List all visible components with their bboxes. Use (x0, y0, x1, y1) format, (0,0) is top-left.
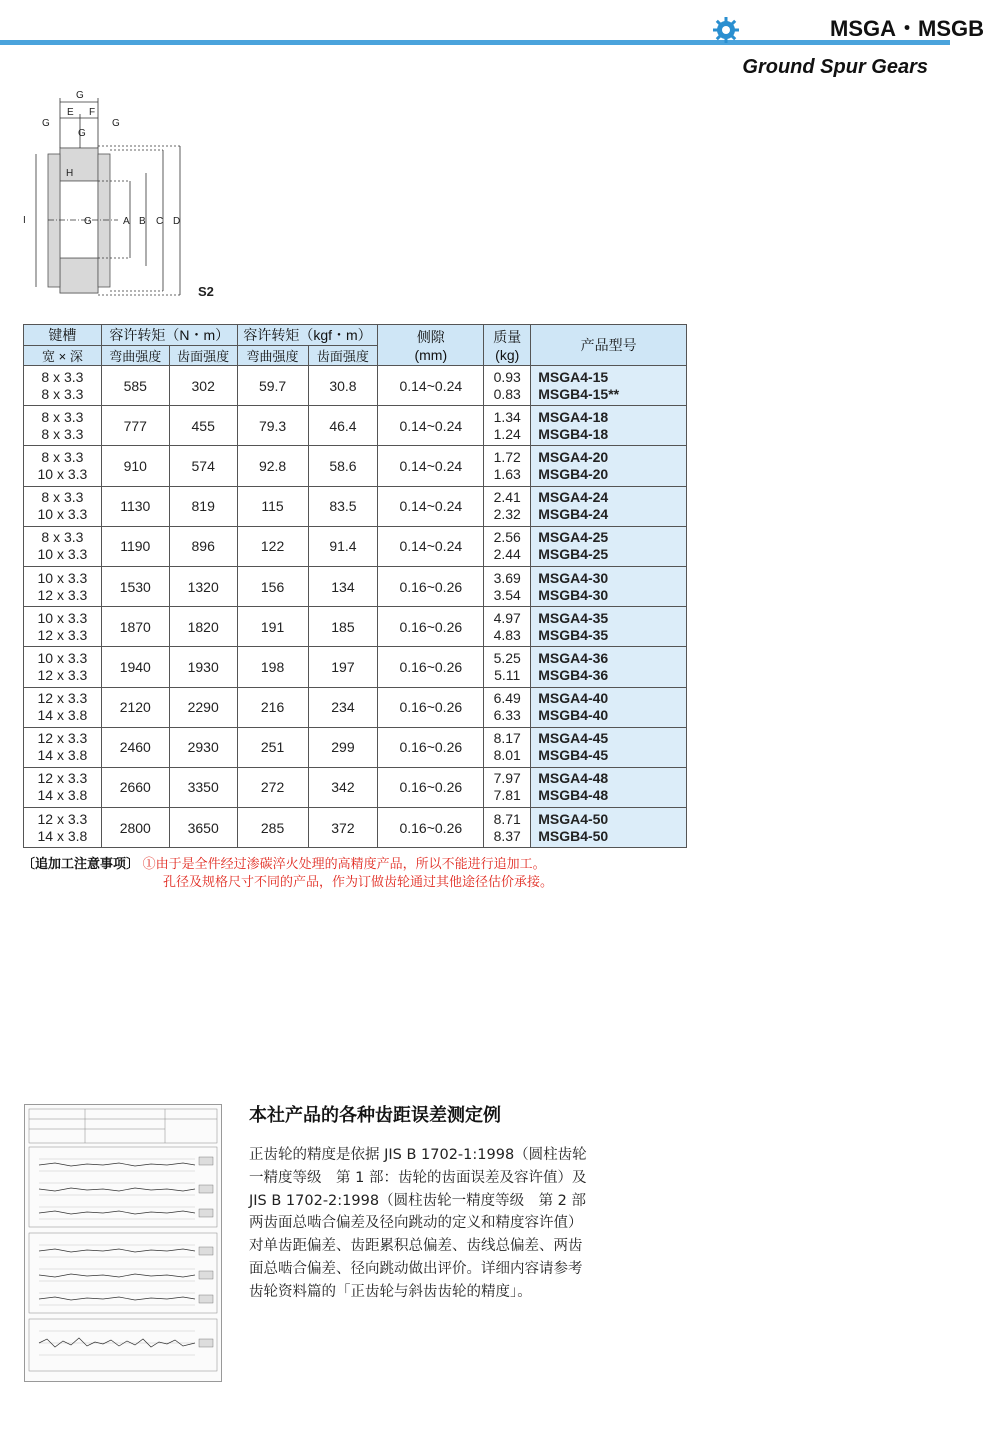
cell-model-b: MSGB4-35 (538, 626, 609, 643)
cell-kgf-surface: 46.4 (308, 406, 378, 446)
cell-nm-surface: 2290 (169, 687, 237, 727)
header-kgf-surface: 齿面强度 (308, 346, 378, 366)
cell-nm-bending: 1530 (101, 566, 169, 606)
header-nm-surface: 齿面强度 (169, 346, 237, 366)
cell-nm-bending: 1940 (101, 647, 169, 687)
cell-model (531, 727, 687, 767)
cell-mass-b: 0.83 (493, 385, 521, 402)
dim-label-g-right: G (112, 118, 120, 129)
header-mass-unit: (kg) (495, 347, 520, 363)
header-backlash-unit: (mm) (414, 347, 448, 363)
cell-nm-surface: 574 (169, 446, 237, 486)
cell-mass-a: 0.93 (493, 368, 521, 385)
cell-mass-a: 4.97 (493, 609, 521, 626)
cell-model-a: MSGA4-18 (538, 408, 609, 425)
cell-mass (484, 607, 531, 647)
cell-model-b: MSGB4-20 (538, 465, 609, 482)
header-torque-nm: 容许转矩（N・m） (101, 325, 237, 346)
header-nm-bending: 弯曲强度 (101, 346, 169, 366)
cell-model (531, 687, 687, 727)
cell-nm-bending: 2120 (101, 687, 169, 727)
cell-nm-bending: 1130 (101, 486, 169, 526)
cell-mass (484, 366, 531, 406)
cell-keyway-a: 8 x 3.3 (41, 368, 84, 385)
cell-kgf-bending: 216 (237, 687, 308, 727)
cell-keyway-b: 10 x 3.3 (37, 546, 88, 563)
section-title: 本社产品的各种齿距误差测定例 (249, 1105, 501, 1125)
header-keyway: 键槽 (24, 325, 102, 346)
cell-model-a: MSGA4-36 (538, 649, 609, 666)
cell-keyway-b: 14 x 3.8 (37, 707, 88, 724)
cell-model-a: MSGA4-15 (538, 368, 609, 385)
cell-keyway-a: 8 x 3.3 (41, 529, 84, 546)
table-row (24, 526, 687, 566)
cell-kgf-bending: 115 (237, 486, 308, 526)
cell-mass-a: 7.97 (493, 770, 521, 787)
cell-kgf-surface: 185 (308, 607, 378, 647)
cell-keyway (24, 647, 102, 687)
header-backlash-label: 侧隙 (416, 329, 445, 345)
cell-nm-bending: 910 (101, 446, 169, 486)
cell-model-b: MSGB4-36 (538, 666, 609, 683)
cell-backlash: 0.16~0.26 (378, 727, 484, 767)
section-line: 对单齿距偏差、齿距累积总偏差、齿线总偏差、两齿 (249, 1238, 583, 1255)
cell-nm-surface: 1320 (169, 566, 237, 606)
cell-keyway-b: 10 x 3.3 (37, 465, 88, 482)
table-row (24, 767, 687, 807)
cell-nm-surface: 302 (169, 366, 237, 406)
cell-mass-a: 1.34 (493, 408, 521, 425)
cell-kgf-bending: 92.8 (237, 446, 308, 486)
cell-keyway-a: 12 x 3.3 (37, 690, 88, 707)
cell-keyway-a: 8 x 3.3 (41, 408, 84, 425)
cell-mass-a: 3.69 (493, 569, 521, 586)
dim-label-g-mid: G (78, 128, 86, 139)
cell-kgf-surface: 342 (308, 767, 378, 807)
cell-kgf-surface: 234 (308, 687, 378, 727)
cell-model-b: MSGB4-45 (538, 747, 609, 764)
cell-mass (484, 808, 531, 848)
cell-mass-b: 4.83 (493, 626, 521, 643)
dim-label-g: G (76, 90, 84, 101)
section-line: 正齿轮的精度是依据 JIS B 1702-1:1998（圆柱齿轮 (249, 1147, 587, 1163)
cell-mass (484, 767, 531, 807)
page-title: MSGA・MSGB (830, 16, 984, 41)
cell-mass (484, 526, 531, 566)
cell-keyway (24, 727, 102, 767)
cell-kgf-surface: 91.4 (308, 526, 378, 566)
cell-model-a: MSGA4-50 (538, 810, 609, 827)
cell-backlash: 0.14~0.24 (378, 486, 484, 526)
machining-note (22, 855, 554, 889)
cell-backlash: 0.14~0.24 (378, 526, 484, 566)
cell-keyway-b: 14 x 3.8 (37, 827, 88, 844)
pitch-error-measurement-chart-image (24, 1104, 222, 1382)
cell-mass-a: 2.56 (493, 529, 521, 546)
cell-kgf-bending: 198 (237, 647, 308, 687)
cell-keyway (24, 446, 102, 486)
cell-model (531, 566, 687, 606)
cell-mass-b: 1.63 (493, 465, 521, 482)
cell-keyway-a: 12 x 3.3 (37, 810, 88, 827)
cell-nm-bending: 1190 (101, 526, 169, 566)
cell-kgf-surface: 58.6 (308, 446, 378, 486)
cell-backlash: 0.14~0.24 (378, 446, 484, 486)
note-line-2: 孔径及规格尺寸不同的产品，作为订做齿轮通过其他途径估价承接。 (163, 874, 554, 889)
note-label: 〔追加工注意事项〕 (22, 856, 140, 871)
spec-table (23, 324, 687, 848)
cell-mass (484, 727, 531, 767)
cell-keyway (24, 566, 102, 606)
cell-model-b: MSGB4-24 (538, 506, 609, 523)
cell-keyway-b: 8 x 3.3 (41, 385, 84, 402)
cell-nm-surface: 2930 (169, 727, 237, 767)
cell-model-b: MSGB4-18 (538, 425, 609, 442)
cell-keyway-a: 10 x 3.3 (37, 649, 88, 666)
cell-nm-surface: 455 (169, 406, 237, 446)
cell-model (531, 486, 687, 526)
cell-keyway (24, 526, 102, 566)
cell-kgf-surface: 30.8 (308, 366, 378, 406)
top-bar (0, 0, 984, 46)
cell-mass-b: 2.32 (493, 506, 521, 523)
section-body (249, 1144, 629, 1304)
dim-label-g-left: G (42, 118, 50, 129)
cell-keyway-b: 10 x 3.3 (37, 506, 88, 523)
cell-nm-bending: 585 (101, 366, 169, 406)
cell-keyway (24, 808, 102, 848)
cell-mass (484, 566, 531, 606)
cell-mass (484, 406, 531, 446)
cell-model-a: MSGA4-35 (538, 609, 609, 626)
cell-mass-b: 5.11 (494, 666, 521, 683)
dim-label-h: H (66, 168, 74, 179)
cell-mass (484, 647, 531, 687)
cell-keyway-a: 12 x 3.3 (37, 730, 88, 747)
cell-backlash: 0.16~0.26 (378, 647, 484, 687)
cell-kgf-surface: 299 (308, 727, 378, 767)
dim-label-g-bore: G (84, 216, 92, 227)
cell-keyway (24, 366, 102, 406)
cell-keyway (24, 767, 102, 807)
cell-model (531, 808, 687, 848)
cell-nm-surface: 819 (169, 486, 237, 526)
cell-backlash: 0.16~0.26 (378, 566, 484, 606)
table-row (24, 607, 687, 647)
header-model: 产品型号 (531, 325, 687, 366)
cell-keyway-b: 8 x 3.3 (41, 425, 84, 442)
cell-model-b: MSGB4-48 (538, 787, 609, 804)
cell-backlash: 0.16~0.26 (378, 687, 484, 727)
cell-model-a: MSGA4-20 (538, 448, 609, 465)
drawing-caption: S2 (198, 284, 214, 299)
dim-label-e: E (67, 107, 74, 118)
cell-keyway (24, 687, 102, 727)
cell-backlash: 0.16~0.26 (378, 808, 484, 848)
header-mass-label: 质量 (493, 329, 522, 345)
cell-model-b: MSGB4-50 (538, 827, 609, 844)
cell-kgf-surface: 372 (308, 808, 378, 848)
cell-keyway-b: 12 x 3.3 (37, 626, 88, 643)
cell-model (531, 406, 687, 446)
cell-model (531, 767, 687, 807)
cell-mass-a: 8.71 (493, 810, 521, 827)
cell-keyway (24, 607, 102, 647)
dim-label-d: D (173, 216, 181, 227)
cell-mass (484, 446, 531, 486)
table-row (24, 366, 687, 406)
table-row (24, 727, 687, 767)
cell-model-a: MSGA4-48 (538, 770, 609, 787)
cell-mass-b: 2.44 (493, 546, 521, 563)
gear-icon (713, 17, 739, 43)
section-line: 一精度等级 第 1 部：齿轮的齿面误差及容许值）及 (249, 1169, 587, 1186)
section-line: 面总啮合偏差、径向跳动做出评价。详细内容请参考 (249, 1260, 583, 1277)
cell-keyway-a: 8 x 3.3 (41, 489, 84, 506)
cell-keyway-b: 12 x 3.3 (37, 586, 88, 603)
cell-keyway-b: 14 x 3.8 (37, 747, 88, 764)
cell-kgf-bending: 285 (237, 808, 308, 848)
cell-kgf-surface: 83.5 (308, 486, 378, 526)
section-line: 齿轮资料篇的「正齿轮与斜齿齿轮的精度」。 (249, 1283, 532, 1300)
table-row (24, 808, 687, 848)
cell-model-b: MSGB4-15** (538, 385, 620, 402)
cell-model (531, 647, 687, 687)
cell-kgf-bending: 251 (237, 727, 308, 767)
cell-mass-b: 8.37 (493, 827, 521, 844)
cell-mass-b: 7.81 (493, 787, 521, 804)
table-row (24, 647, 687, 687)
cell-nm-bending: 2800 (101, 808, 169, 848)
cell-mass-a: 2.41 (493, 489, 521, 506)
cell-kgf-bending: 156 (237, 566, 308, 606)
gear-cross-section-drawing (18, 88, 218, 303)
cell-mass-a: 8.17 (493, 730, 521, 747)
cell-mass-b: 1.24 (493, 425, 521, 442)
cell-model (531, 607, 687, 647)
cell-nm-surface: 3350 (169, 767, 237, 807)
dim-label-a: A (123, 216, 130, 227)
cell-keyway-b: 12 x 3.3 (37, 666, 88, 683)
table-row (24, 446, 687, 486)
cell-mass-a: 5.25 (493, 649, 521, 666)
dim-label-f: F (89, 107, 96, 118)
cell-kgf-surface: 197 (308, 647, 378, 687)
cell-backlash: 0.14~0.24 (378, 406, 484, 446)
cell-kgf-surface: 134 (308, 566, 378, 606)
cell-keyway-a: 12 x 3.3 (37, 770, 88, 787)
cell-mass (484, 486, 531, 526)
cell-model-a: MSGA4-40 (538, 690, 609, 707)
cell-nm-bending: 777 (101, 406, 169, 446)
cell-nm-bending: 2460 (101, 727, 169, 767)
cell-kgf-bending: 79.3 (237, 406, 308, 446)
cell-keyway-b: 14 x 3.8 (37, 787, 88, 804)
cell-model (531, 526, 687, 566)
note-line-1: ①由于是全件经过渗碳淬火处理的高精度产品，所以不能进行追加工。 (142, 856, 546, 871)
table-header-row (24, 325, 687, 346)
cell-mass-b: 6.33 (493, 707, 521, 724)
header-stripe (0, 40, 950, 45)
cell-mass (484, 687, 531, 727)
header-mass (484, 325, 531, 366)
section-line: 两齿面总啮合偏差及径向跳动的定义和精度容许值） (249, 1215, 583, 1232)
cell-backlash: 0.16~0.26 (378, 767, 484, 807)
table-row (24, 486, 687, 526)
cell-nm-bending: 1870 (101, 607, 169, 647)
cell-mass-a: 1.72 (493, 448, 521, 465)
cell-nm-surface: 1930 (169, 647, 237, 687)
dim-label-b: B (139, 216, 146, 227)
dim-label-c: C (156, 216, 164, 227)
cell-model-a: MSGA4-25 (538, 529, 609, 546)
cell-kgf-bending: 59.7 (237, 366, 308, 406)
cell-model (531, 366, 687, 406)
cell-kgf-bending: 122 (237, 526, 308, 566)
cell-model-a: MSGA4-30 (538, 569, 609, 586)
cell-keyway (24, 406, 102, 446)
section-line: JIS B 1702-2:1998（圆柱齿轮一精度等级 第 2 部 (249, 1192, 587, 1209)
cell-nm-surface: 1820 (169, 607, 237, 647)
cell-keyway-a: 8 x 3.3 (41, 448, 84, 465)
table-row (24, 406, 687, 446)
cell-model-a: MSGA4-24 (538, 489, 609, 506)
cell-keyway (24, 486, 102, 526)
page-subtitle: Ground Spur Gears (742, 56, 928, 78)
cell-model-b: MSGB4-25 (538, 546, 609, 563)
cell-mass-a: 6.49 (493, 690, 521, 707)
cell-nm-bending: 2660 (101, 767, 169, 807)
cell-model-b: MSGB4-40 (538, 707, 609, 724)
cell-kgf-bending: 191 (237, 607, 308, 647)
cell-nm-surface: 3650 (169, 808, 237, 848)
cell-model (531, 446, 687, 486)
cell-mass-b: 8.01 (493, 747, 521, 764)
cell-nm-surface: 896 (169, 526, 237, 566)
cell-kgf-bending: 272 (237, 767, 308, 807)
cell-mass-b: 3.54 (493, 586, 521, 603)
cell-backlash: 0.14~0.24 (378, 366, 484, 406)
cell-backlash: 0.16~0.26 (378, 607, 484, 647)
header-torque-kgf: 容许转矩（kgf・m） (237, 325, 378, 346)
header-keyway-sub: 宽 × 深 (24, 346, 102, 366)
header-backlash (378, 325, 484, 366)
cell-model-b: MSGB4-30 (538, 586, 609, 603)
cell-keyway-a: 10 x 3.3 (37, 609, 88, 626)
cell-model-a: MSGA4-45 (538, 730, 609, 747)
dim-label-i: I (23, 215, 26, 226)
table-row (24, 687, 687, 727)
table-row (24, 566, 687, 606)
header-kgf-bending: 弯曲强度 (237, 346, 308, 366)
cell-keyway-a: 10 x 3.3 (37, 569, 88, 586)
